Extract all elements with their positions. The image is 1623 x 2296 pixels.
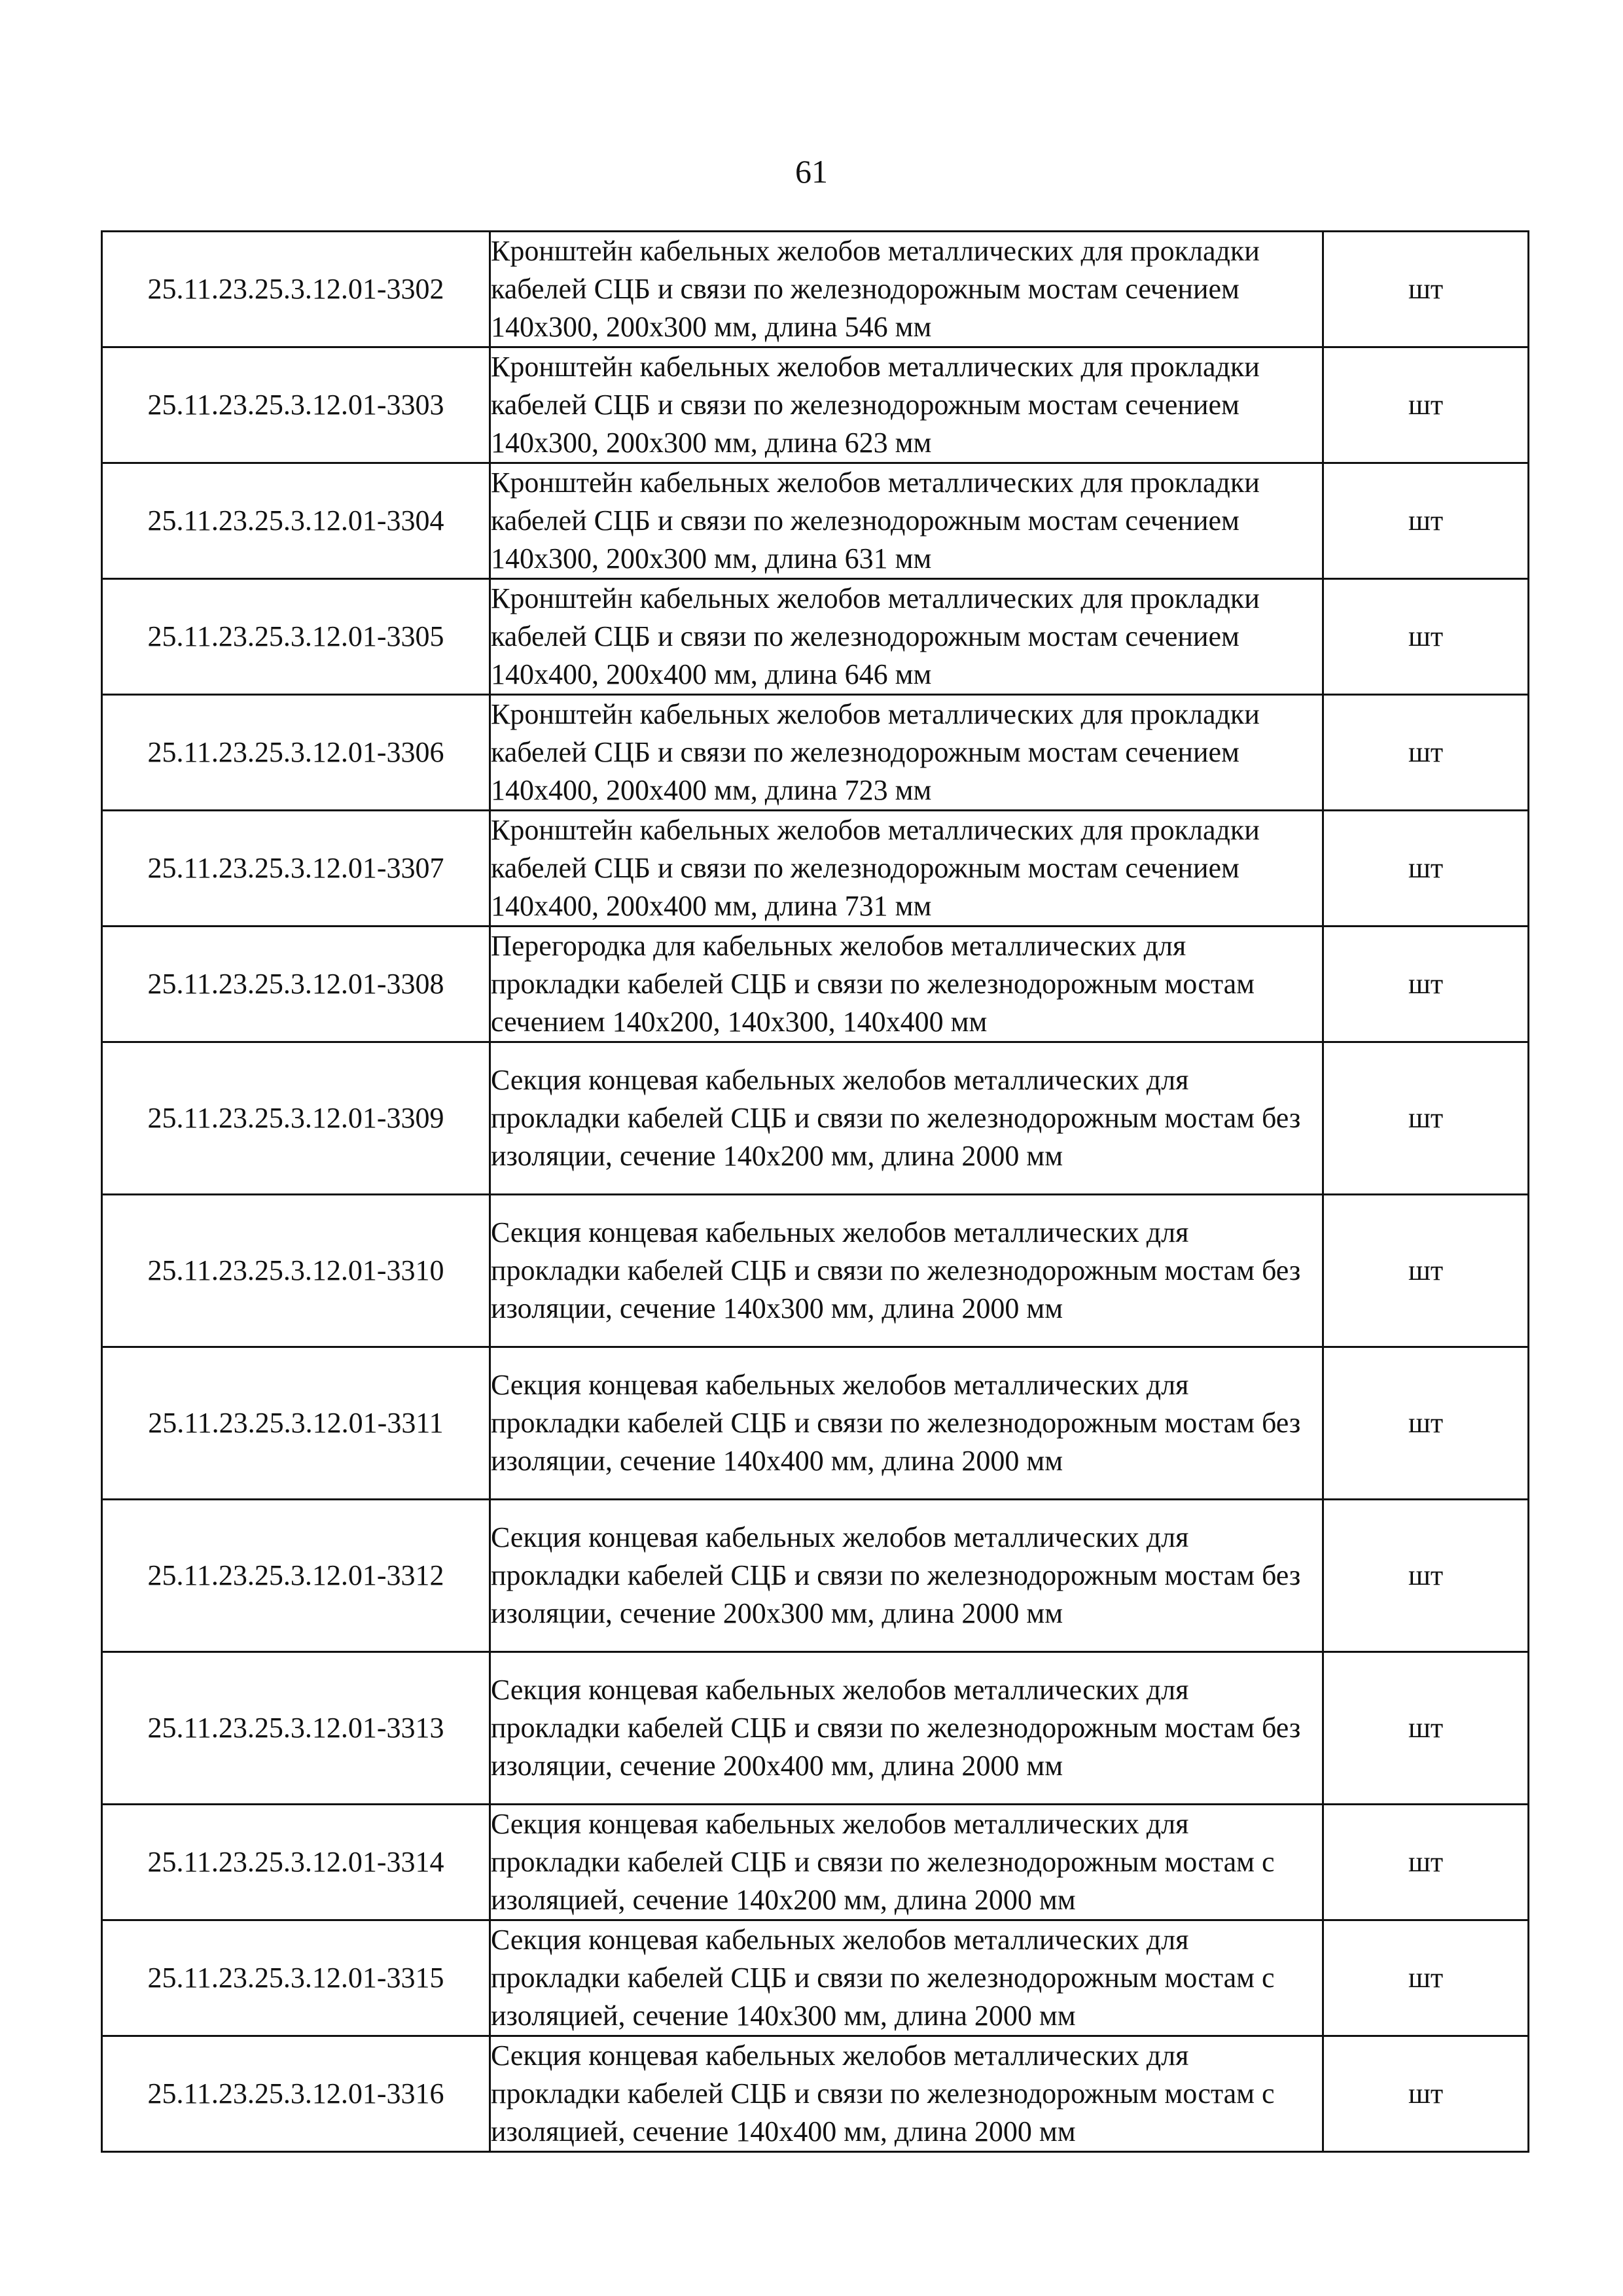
resource-name-cell: Кронштейн кабельных желобов металлических для прокладки кабелей СЦБ и связи по железнодорожным мостам сечением 140х400, 200х400 мм, длина 731 мм [490,811,1323,927]
unit-cell: шт [1323,232,1529,347]
unit-cell: шт [1323,1195,1529,1347]
resource-name-cell: Секция концевая кабельных желобов металлических для прокладки кабелей СЦБ и связи по железнодорожным мостам без изоляции, сечение 200х300 мм, длина 2000 мм [490,1500,1323,1652]
resource-code-cell: 25.11.23.25.3.12.01-3310 [102,1195,490,1347]
resource-name-cell: Кронштейн кабельных желобов металлических для прокладки кабелей СЦБ и связи по железнодорожным мостам сечением 140х300, 200х300 мм, длина 546 мм [490,232,1323,347]
resource-name-cell: Секция концевая кабельных желобов металлических для прокладки кабелей СЦБ и связи по железнодорожным мостам с изоляцией, сечение 140х300 мм, длина 2000 мм [490,1920,1323,2036]
resource-code-cell: 25.11.23.25.3.12.01-3309 [102,1042,490,1195]
resource-code-cell: 25.11.23.25.3.12.01-3305 [102,579,490,695]
unit-cell: шт [1323,1042,1529,1195]
table-row [102,463,1529,579]
resource-name-cell: Секция концевая кабельных желобов металлических для прокладки кабелей СЦБ и связи по железнодорожным мостам без изоляции, сечение 200х400 мм, длина 2000 мм [490,1652,1323,1805]
resource-name-cell: Кронштейн кабельных желобов металлических для прокладки кабелей СЦБ и связи по железнодорожным мостам сечением 140х300, 200х300 мм, длина 623 мм [490,347,1323,463]
resource-name-cell: Кронштейн кабельных желобов металлических для прокладки кабелей СЦБ и связи по железнодорожным мостам сечением 140х300, 200х300 мм, длина 631 мм [490,463,1323,579]
resource-code-cell: 25.11.23.25.3.12.01-3312 [102,1500,490,1652]
resource-code-cell: 25.11.23.25.3.12.01-3308 [102,927,490,1042]
page-number: 61 [795,153,828,190]
resource-code-cell: 25.11.23.25.3.12.01-3316 [102,2036,490,2152]
resource-name-cell: Секция концевая кабельных желобов металлических для прокладки кабелей СЦБ и связи по железнодорожным мостам без изоляции, сечение 140х300 мм, длина 2000 мм [490,1195,1323,1347]
table-row [102,1805,1529,1920]
unit-cell: шт [1323,695,1529,811]
resource-table [101,230,1529,2153]
unit-cell: шт [1323,347,1529,463]
resource-name-cell: Кронштейн кабельных желобов металлических для прокладки кабелей СЦБ и связи по железнодорожным мостам сечением 140х400, 200х400 мм, длина 646 мм [490,579,1323,695]
table-row [102,347,1529,463]
unit-cell: шт [1323,2036,1529,2152]
resource-name-cell: Перегородка для кабельных желобов металлических для прокладки кабелей СЦБ и связи по железнодорожным мостам сечением 140х200, 140х300, 140х400 мм [490,927,1323,1042]
table-row [102,1500,1529,1652]
table-row [102,2036,1529,2152]
unit-cell: шт [1323,1652,1529,1805]
unit-cell: шт [1323,463,1529,579]
table-row [102,1195,1529,1347]
table-row [102,695,1529,811]
resource-code-cell: 25.11.23.25.3.12.01-3306 [102,695,490,811]
resource-code-cell: 25.11.23.25.3.12.01-3303 [102,347,490,463]
resource-name-cell: Кронштейн кабельных желобов металлических для прокладки кабелей СЦБ и связи по железнодорожным мостам сечением 140х400, 200х400 мм, длина 723 мм [490,695,1323,811]
table-row [102,1652,1529,1805]
table-row [102,811,1529,927]
resource-code-cell: 25.11.23.25.3.12.01-3304 [102,463,490,579]
unit-cell: шт [1323,1347,1529,1500]
resource-name-cell: Секция концевая кабельных желобов металлических для прокладки кабелей СЦБ и связи по железнодорожным мостам с изоляцией, сечение 140х400 мм, длина 2000 мм [490,2036,1323,2152]
resource-code-cell: 25.11.23.25.3.12.01-3313 [102,1652,490,1805]
resource-name-cell: Секция концевая кабельных желобов металлических для прокладки кабелей СЦБ и связи по железнодорожным мостам с изоляцией, сечение 140х200 мм, длина 2000 мм [490,1805,1323,1920]
unit-cell: шт [1323,1920,1529,2036]
unit-cell: шт [1323,811,1529,927]
table-row [102,232,1529,347]
table-row [102,1920,1529,2036]
unit-cell: шт [1323,1500,1529,1652]
resource-name-cell: Секция концевая кабельных желобов металлических для прокладки кабелей СЦБ и связи по железнодорожным мостам без изоляции, сечение 140х400 мм, длина 2000 мм [490,1347,1323,1500]
table-row [102,579,1529,695]
table-row [102,1347,1529,1500]
table-row [102,927,1529,1042]
resource-name-cell: Секция концевая кабельных желобов металлических для прокладки кабелей СЦБ и связи по железнодорожным мостам без изоляции, сечение 140х200 мм, длина 2000 мм [490,1042,1323,1195]
resource-code-cell: 25.11.23.25.3.12.01-3302 [102,232,490,347]
unit-cell: шт [1323,1805,1529,1920]
table-row [102,1042,1529,1195]
unit-cell: шт [1323,579,1529,695]
resource-code-cell: 25.11.23.25.3.12.01-3315 [102,1920,490,2036]
resource-code-cell: 25.11.23.25.3.12.01-3311 [102,1347,490,1500]
unit-cell: шт [1323,927,1529,1042]
resource-code-cell: 25.11.23.25.3.12.01-3314 [102,1805,490,1920]
resource-code-cell: 25.11.23.25.3.12.01-3307 [102,811,490,927]
